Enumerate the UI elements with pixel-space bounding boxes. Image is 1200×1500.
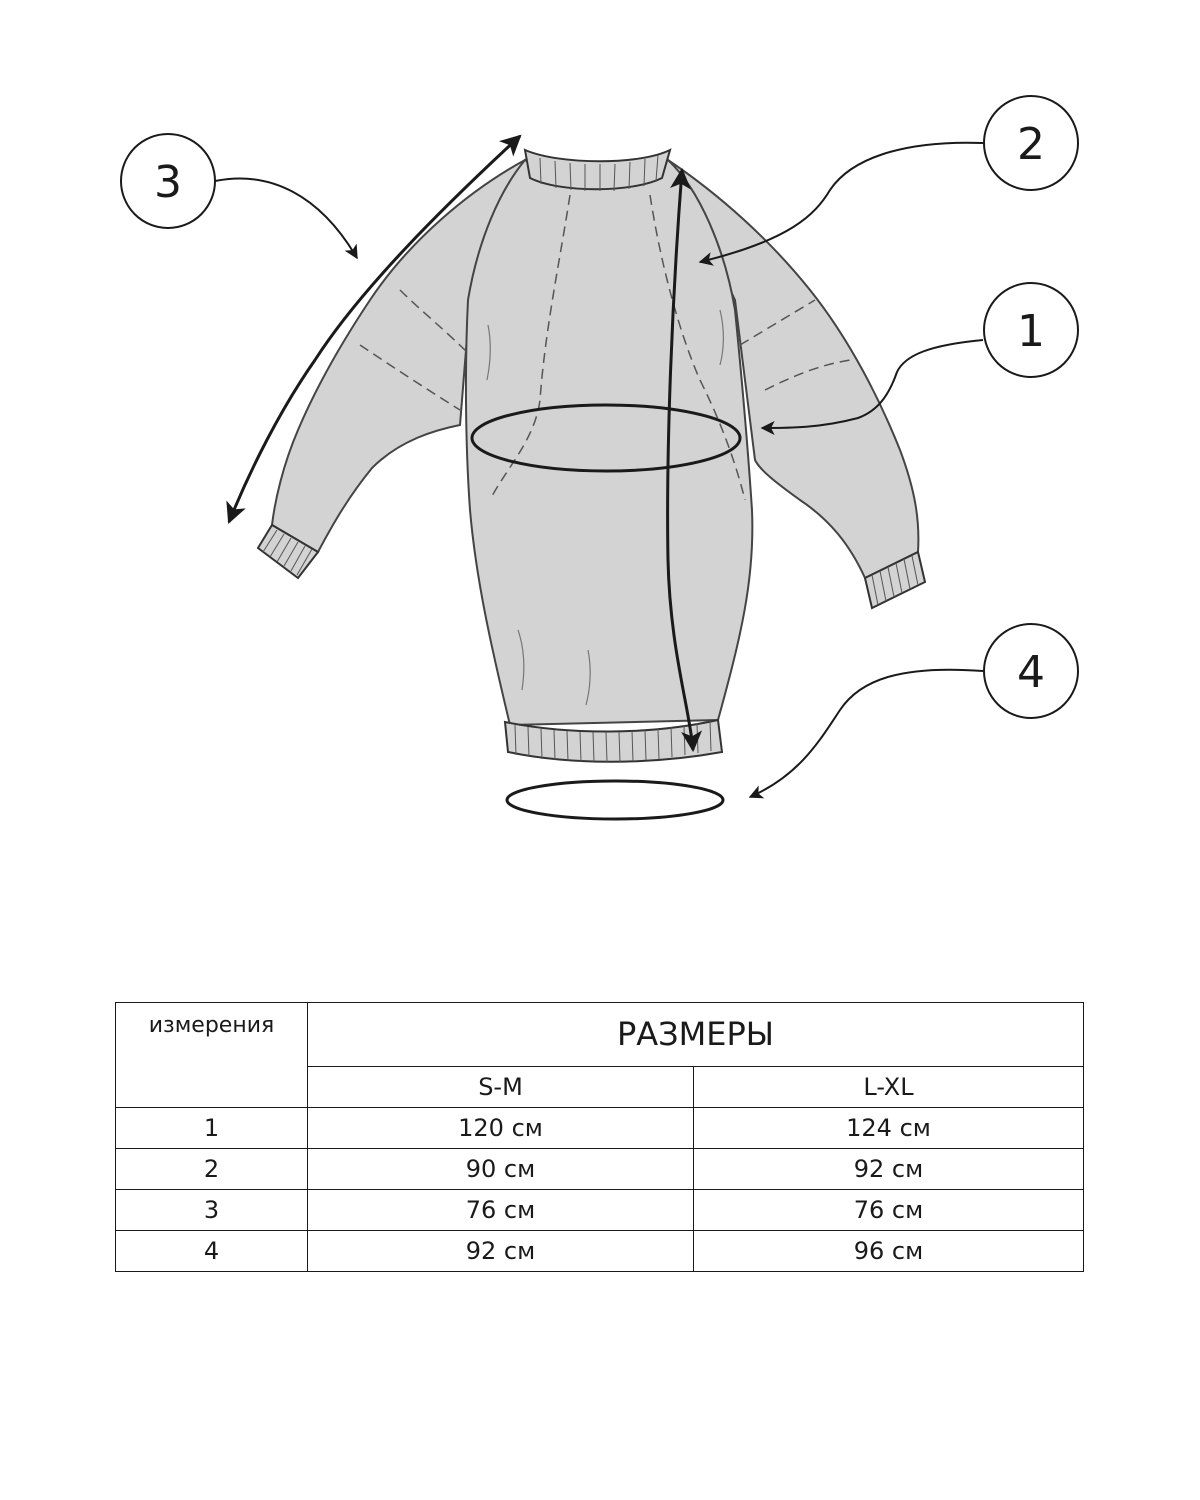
sweater-body	[466, 160, 752, 725]
measure-id: 2	[116, 1149, 308, 1190]
table-row	[116, 1149, 1084, 1190]
svg-text:3: 3	[154, 157, 182, 208]
table-row	[116, 1190, 1084, 1231]
svg-text:2: 2	[1017, 119, 1045, 170]
size-label-l-xl: L-XL	[694, 1066, 1084, 1107]
value-l-xl: 124 см	[694, 1108, 1084, 1149]
sizes-header: РАЗМЕРЫ	[308, 1003, 1084, 1067]
neckband	[525, 150, 670, 189]
callout-4	[750, 624, 1078, 797]
value-s-m: 92 см	[308, 1231, 694, 1272]
measure-id: 1	[116, 1108, 308, 1149]
table-row	[116, 1108, 1084, 1149]
value-s-m: 76 см	[308, 1190, 694, 1231]
callout-4-arrow	[750, 670, 983, 797]
value-l-xl: 76 см	[694, 1190, 1084, 1231]
sweater-sketch	[258, 150, 925, 762]
size-table	[115, 1002, 1084, 1272]
measure-header: измерения	[116, 1003, 308, 1108]
measure-id: 4	[116, 1231, 308, 1272]
svg-text:4: 4	[1017, 647, 1045, 698]
hem-measure-ellipse	[507, 781, 723, 819]
size-label-s-m: S-M	[308, 1066, 694, 1107]
value-s-m: 120 см	[308, 1108, 694, 1149]
svg-text:1: 1	[1017, 306, 1045, 357]
measure-id: 3	[116, 1190, 308, 1231]
table-row	[116, 1231, 1084, 1272]
callout-3	[121, 134, 357, 258]
callout-3-arrow	[215, 178, 357, 258]
value-l-xl: 96 см	[694, 1231, 1084, 1272]
value-s-m: 90 см	[308, 1149, 694, 1190]
value-l-xl: 92 см	[694, 1149, 1084, 1190]
